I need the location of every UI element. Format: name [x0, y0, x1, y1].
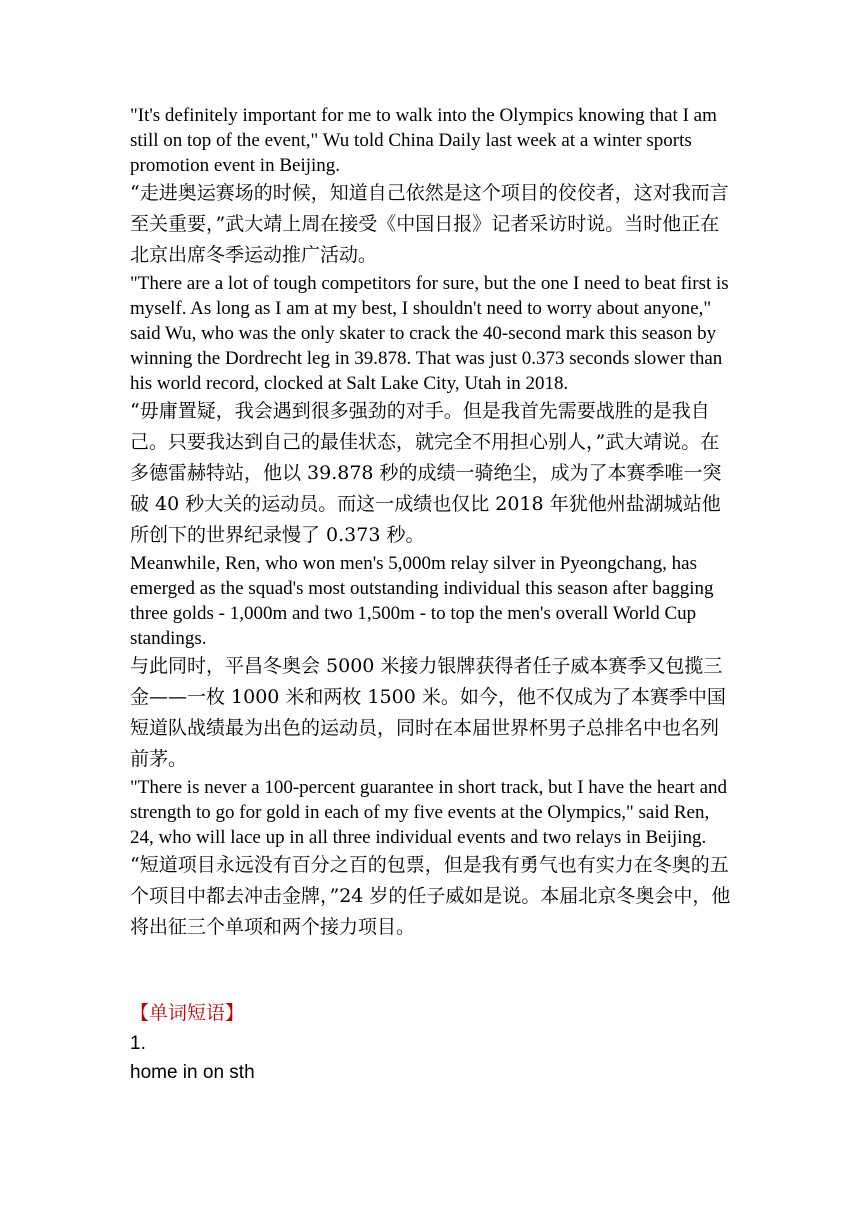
- vocab-section-heading: 【单词短语】: [130, 1002, 245, 1024]
- paragraph-en-2: "There are a lot of tough competitors for sure, but the one I need to beat first is myself. As long as I am at my best, I shouldn't need to worry about anyone," said Wu, who was the only skater to crack the 40-second mark this season by winning the Dordrecht leg in 39.878. That was just 0.373 seconds slower than his world record, clocked at Salt Lake City, Utah in 2018.: [130, 273, 729, 394]
- paragraph-en-4: "There is never a 100-percent guarantee in short track, but I have the heart and strength to go for gold in each of my five events at the Olympics," said Ren, 24, who will lace up in all three individual events and two relays in Beijing.: [130, 777, 728, 848]
- paragraph-en-3: Meanwhile, Ren, who won men's 5,000m relay silver in Pyeongchang, has emerged as the squad's most outstanding individual this season after bagging three golds - 1,000m and two 1,500m - to top the men's overall World Cup standings.: [130, 553, 714, 649]
- paragraph-zh-2: “毋庸置疑，我会遇到很多强劲的对手。但是我首先需要战胜的是我自己。只要我达到自己的最佳状态，就完全不用担心别人，”武大靖说。在多德雷赫特站，他以 39.878 秒的成绩一骑绝尘，成为了本赛季唯一突破 40 秒大关的运动员。而这一成绩也仅比 2018 年犹他州盐湖城站他所创下的世界纪录慢了 0.373 秒。: [130, 400, 722, 546]
- vocab-item-phrase: home in on sth: [130, 1062, 255, 1083]
- vocab-item-number: 1.: [130, 1033, 146, 1054]
- paragraph-en-1: "It's definitely important for me to walk into the Olympics knowing that I am still on top of the event," Wu told China Daily last week at a winter sports promotion event in Beijing.: [130, 105, 717, 176]
- document-page: [130, 103, 735, 1087]
- paragraph-zh-4: “短道项目永远没有百分之百的包票，但是我有勇气也有实力在冬奥的五个项目中都去冲击金牌，”24 岁的任子威如是说。本届北京冬奥会中，他将出征三个单项和两个接力项目。: [130, 854, 731, 938]
- section-spacer: [130, 943, 735, 997]
- paragraph-zh-3: 与此同时，平昌冬奥会 5000 米接力银牌获得者任子威本赛季又包揽三金——一枚 1000 米和两枚 1500 米。如今，他不仅成为了本赛季中国短道队战绩最为出色的运动员，同时在本届世界杯男子总排名中也名列前茅。: [130, 655, 726, 770]
- paragraph-zh-1: “走进奥运赛场的时候，知道自己依然是这个项目的佼佼者，这对我而言至关重要，”武大靖上周在接受《中国日报》记者采访时说。当时他正在北京出席冬季运动推广活动。: [130, 182, 729, 266]
